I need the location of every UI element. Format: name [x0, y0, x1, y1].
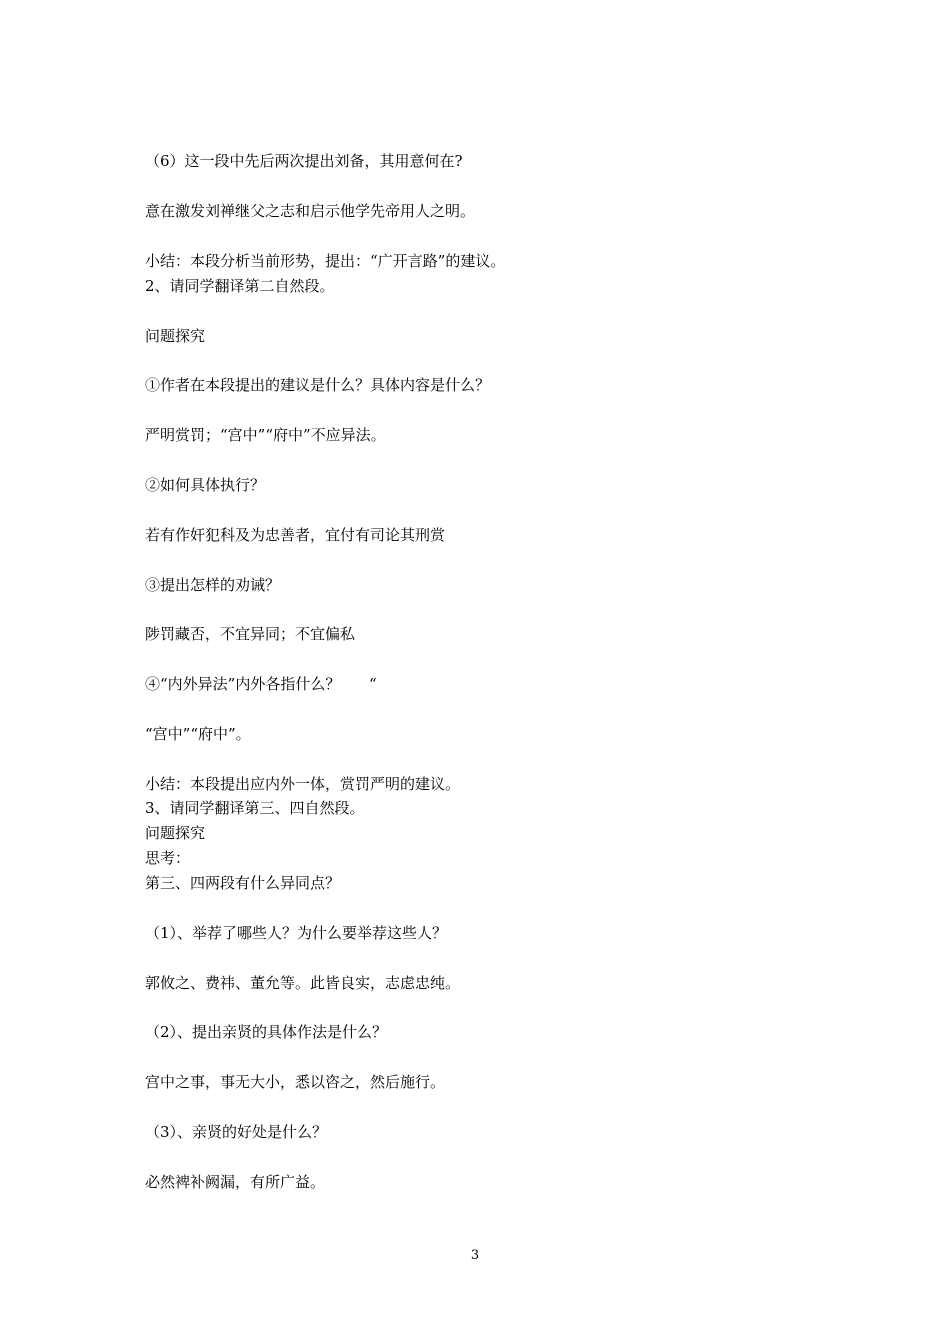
summary-paragraph-2: 小结：本段提出应内外一体，赏罚严明的建议。: [145, 775, 461, 793]
think-question: 第三、四两段有什么异同点？: [145, 874, 341, 892]
answer-6: 意在激发刘禅继父之志和启示他学先帝用人之明。: [145, 202, 476, 220]
sub-answer-1: 郭攸之、费祎、董允等。此皆良实，志虑忠纯。: [145, 974, 461, 992]
answer-4: “宫中”“府中”。: [145, 725, 251, 743]
sub-question-3: （3）、亲贤的好处是什么？: [145, 1123, 328, 1141]
question-6: （6）这一段中先后两次提出刘备，其用意何在?: [145, 152, 463, 170]
sub-answer-2: 宫中之事，事无大小，悉以咨之，然后施行。: [145, 1073, 446, 1091]
sub-answer-3: 必然裨补阙漏，有所广益。: [145, 1173, 326, 1191]
question-4: ④“内外异法”内外各指什么？ “: [145, 675, 377, 693]
instruction-paragraph-3-4: 3、请同学翻译第三、四自然段。: [145, 799, 365, 817]
sub-question-1: （1）、举荐了哪些人？为什么要举荐这些人？: [145, 924, 448, 942]
section-heading-inquiry: 问题探究: [145, 327, 206, 345]
question-2: ②如何具体执行？: [145, 476, 266, 494]
answer-1: 严明赏罚；“宫中”“府中”不应异法。: [145, 426, 386, 444]
section-heading-inquiry-2: 问题探究: [145, 824, 206, 842]
think-label: 思考：: [145, 849, 191, 867]
instruction-paragraph-2: 2、请同学翻译第二自然段。: [145, 277, 335, 295]
answer-3: 陟罚藏否，不宜异同；不宜偏私: [145, 625, 356, 643]
answer-2: 若有作奸犯科及为忠善者，宜付有司论其刑赏: [145, 526, 446, 544]
summary-paragraph-1: 小结：本段分析当前形势，提出：“广开言路”的建议。: [145, 252, 506, 270]
question-3: ③提出怎样的劝诫？: [145, 576, 281, 594]
question-1: ①作者在本段提出的建议是什么？具体内容是什么？: [145, 376, 491, 394]
page-number: 3: [470, 1248, 480, 1263]
sub-question-2: （2）、提出亲贤的具体作法是什么？: [145, 1023, 388, 1041]
